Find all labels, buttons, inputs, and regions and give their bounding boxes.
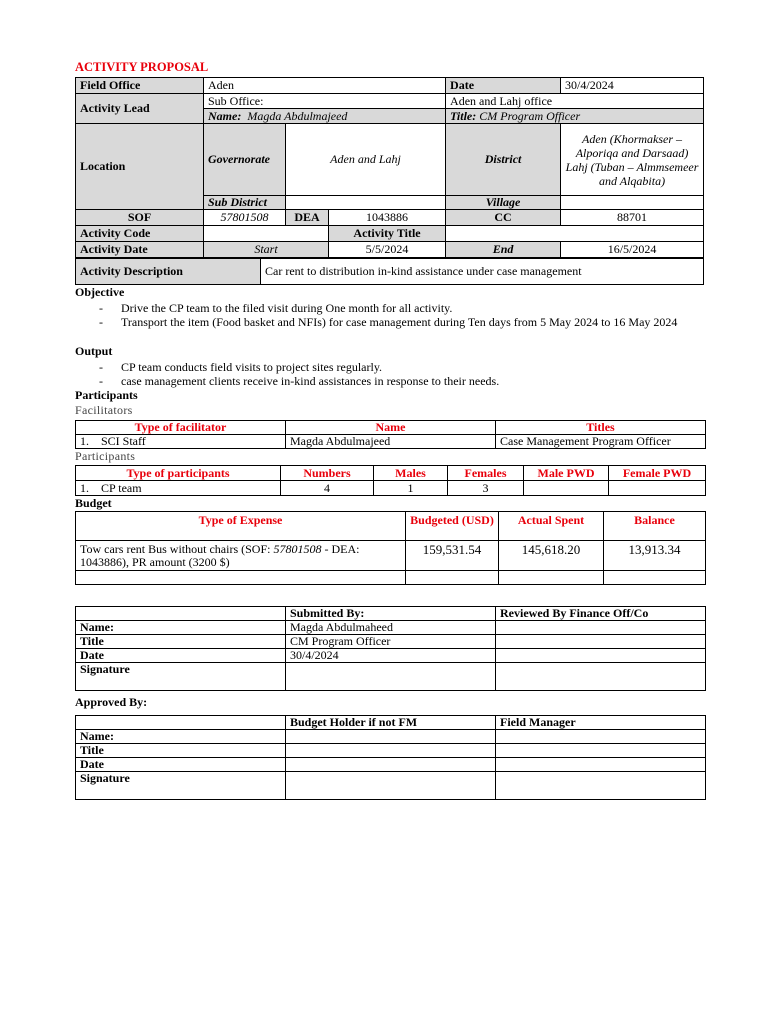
list-item: - Drive the CP team to the filed visit during One month for all activity. <box>75 301 715 315</box>
lead-title-label: Title: <box>450 108 477 123</box>
output-heading: Output <box>75 344 113 358</box>
table-cell <box>496 649 706 663</box>
name-label: Name: <box>76 730 286 744</box>
signature-label: Signature <box>76 663 286 691</box>
activity-lead-label: Activity Lead <box>76 94 204 124</box>
sub-office-label: Sub Office: <box>204 94 446 109</box>
table-row <box>76 541 706 571</box>
reviewed-by-label: Reviewed By Finance Off/Co <box>496 607 706 621</box>
budgeted-value: 159,531.54 <box>406 541 499 571</box>
table-row <box>76 607 706 621</box>
activity-description-table <box>75 258 704 285</box>
activity-date-label: Activity Date <box>76 242 204 258</box>
column-header: Females <box>448 466 524 481</box>
table-row <box>76 716 706 730</box>
objective-heading: Objective <box>75 285 125 299</box>
list-item: - CP team conducts field visits to project sites regularly. <box>75 360 715 374</box>
table-row <box>76 466 706 481</box>
activity-title-label: Activity Title <box>329 226 446 242</box>
governorate-label: Governorate <box>204 124 286 196</box>
column-header: Type of facilitator <box>76 421 286 435</box>
name-label: Name: <box>76 621 286 635</box>
table-row <box>76 259 704 285</box>
title-label: Title <box>76 635 286 649</box>
table-cell: 1. CP team <box>76 481 281 496</box>
signature-label: Signature <box>76 772 286 800</box>
activity-code-value <box>204 226 329 242</box>
sub-district-value <box>286 196 446 210</box>
budget-table <box>75 511 706 585</box>
table-row <box>76 94 704 109</box>
table-cell <box>496 744 706 758</box>
activity-description-value: Car rent to distribution in-kind assistance under case management <box>261 259 704 285</box>
table-row <box>76 210 704 226</box>
start-value: 5/5/2024 <box>329 242 446 258</box>
expense-cell <box>76 541 406 571</box>
name-value: Magda Abdulmaheed <box>286 621 496 635</box>
submitted-by-label: Submitted By: <box>286 607 496 621</box>
activity-title-value <box>446 226 704 242</box>
output-list <box>75 360 715 388</box>
table-cell: 4 <box>281 481 374 496</box>
table-cell <box>496 635 706 649</box>
column-header: Name <box>286 421 496 435</box>
approved-table <box>75 715 706 800</box>
table-row <box>76 226 704 242</box>
activity-code-label: Activity Code <box>76 226 204 242</box>
field-manager-label: Field Manager <box>496 716 706 730</box>
list-item: - case management clients receive in-kind assistances in response to their needs. <box>75 374 715 388</box>
table-row <box>76 242 704 258</box>
lead-name-cell <box>204 109 446 124</box>
signature-field[interactable] <box>496 772 706 800</box>
column-header: Female PWD <box>609 466 706 481</box>
expense-suffix: - DEA: 1043886), PR amount (3200 $) <box>80 542 360 569</box>
cc-value: 88701 <box>561 210 704 226</box>
table-cell: 1 <box>374 481 448 496</box>
table-cell <box>286 758 496 772</box>
table-cell <box>286 744 496 758</box>
district-label: District <box>446 124 561 196</box>
table-row <box>76 663 706 691</box>
table-row <box>76 621 706 635</box>
participants-table <box>75 465 706 496</box>
dea-value: 1043886 <box>329 210 446 226</box>
table-cell: Case Management Program Officer <box>496 435 706 449</box>
date-value: 30/4/2024 <box>286 649 496 663</box>
sof-value: 57801508 <box>204 210 286 226</box>
table-cell <box>406 571 499 585</box>
title-value: CM Program Officer <box>286 635 496 649</box>
activity-description-label: Activity Description <box>76 259 261 285</box>
sub-district-label: Sub District <box>204 196 286 210</box>
facilitators-subheading: Facilitators <box>75 403 133 417</box>
table-cell <box>496 730 706 744</box>
list-item: - Transport the item (Food basket and NFIs) for case management during Ten days from 5 May 2024 to 16 May 2024 <box>75 315 715 329</box>
participants-heading: Participants <box>75 388 138 402</box>
participants-subheading: Participants <box>75 449 136 463</box>
signature-field[interactable] <box>286 772 496 800</box>
table-row <box>76 635 706 649</box>
table-cell: Magda Abdulmajeed <box>286 435 496 449</box>
actual-value: 145,618.20 <box>499 541 604 571</box>
table-row <box>76 730 706 744</box>
column-header: Titles <box>496 421 706 435</box>
table-row <box>76 124 704 196</box>
column-header: Numbers <box>281 466 374 481</box>
table-cell <box>604 571 706 585</box>
column-header: Type of participants <box>76 466 281 481</box>
table-row <box>76 758 706 772</box>
table-cell <box>496 758 706 772</box>
date-value: 30/4/2024 <box>561 78 704 94</box>
field-office-value: Aden <box>204 78 446 94</box>
sub-office-value: Aden and Lahj office <box>446 94 704 109</box>
table-row <box>76 772 706 800</box>
table-cell: 1. SCI Staff <box>76 435 286 449</box>
approved-heading: Approved By: <box>75 695 148 709</box>
table-row <box>76 78 704 94</box>
table-cell <box>499 571 604 585</box>
dea-label: DEA <box>286 210 329 226</box>
table-row <box>76 744 706 758</box>
header-table <box>75 77 704 258</box>
date-label: Date <box>446 78 561 94</box>
lead-title-value: CM Program Officer <box>479 108 581 123</box>
table-cell <box>76 607 286 621</box>
table-row <box>76 435 706 449</box>
column-header: Budgeted (USD) <box>406 512 499 541</box>
column-header: Actual Spent <box>499 512 604 541</box>
table-row <box>76 421 706 435</box>
objective-list <box>75 301 715 329</box>
expense-prefix: Tow cars rent Bus without chairs (SOF: <box>80 542 274 556</box>
date-label: Date <box>76 758 286 772</box>
table-cell <box>76 571 406 585</box>
table-cell <box>496 621 706 635</box>
end-value: 16/5/2024 <box>561 242 704 258</box>
lead-name-label: Name: <box>208 108 242 123</box>
table-cell <box>524 481 609 496</box>
governorate-value: Aden and Lahj <box>286 124 446 196</box>
doc-title: ACTIVITY PROPOSAL <box>75 60 209 74</box>
balance-value: 13,913.34 <box>604 541 706 571</box>
start-label: Start <box>204 242 329 258</box>
table-row <box>76 512 706 541</box>
field-office-label: Field Office <box>76 78 204 94</box>
lead-name-value: Magda Abdulmajeed <box>247 108 348 123</box>
table-row <box>76 649 706 663</box>
table-row <box>76 571 706 585</box>
table-cell <box>286 730 496 744</box>
table-cell <box>76 716 286 730</box>
village-label: Village <box>446 196 561 210</box>
signature-field[interactable] <box>286 663 496 691</box>
expense-sof: 57801508 <box>273 542 322 556</box>
column-header: Type of Expense <box>76 512 406 541</box>
village-value <box>561 196 704 210</box>
budget-heading: Budget <box>75 496 112 510</box>
column-header: Males <box>374 466 448 481</box>
column-header: Male PWD <box>524 466 609 481</box>
budget-holder-label: Budget Holder if not FM <box>286 716 496 730</box>
date-label: Date <box>76 649 286 663</box>
district-value: Aden (Khormakser – Alporiqa and Darsaad) Lahj (Tuban – Almmsemeer and Alqabita) <box>561 124 704 196</box>
table-row <box>76 481 706 496</box>
facilitators-table <box>75 420 706 449</box>
submitted-table <box>75 606 706 691</box>
cc-label: CC <box>446 210 561 226</box>
signature-field[interactable] <box>496 663 706 691</box>
lead-title-cell <box>446 109 704 124</box>
table-cell <box>609 481 706 496</box>
sof-label: SOF <box>76 210 204 226</box>
location-label: Location <box>76 124 204 210</box>
title-label: Title <box>76 744 286 758</box>
column-header: Balance <box>604 512 706 541</box>
table-cell: 3 <box>448 481 524 496</box>
end-label: End <box>446 242 561 258</box>
